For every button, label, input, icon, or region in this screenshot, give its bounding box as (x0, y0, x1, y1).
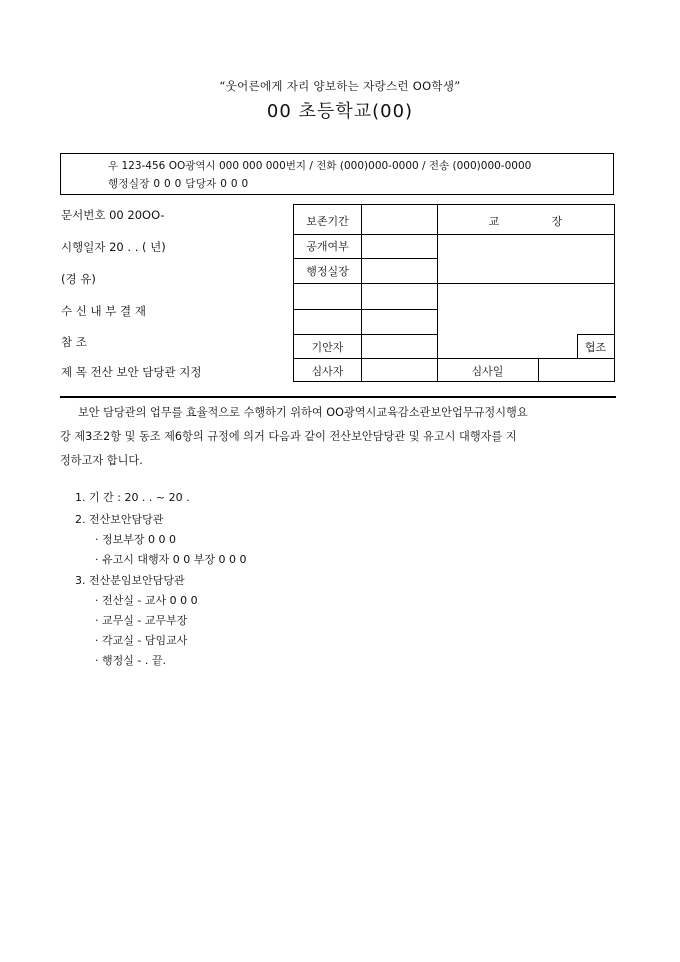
drafter-label: 기안자 (311, 341, 344, 354)
principal-label-right: 장 (551, 215, 563, 228)
table-line (361, 205, 362, 382)
table-line (294, 358, 614, 359)
admin-contacts-line: 행정실장 0 0 0 담당자 0 0 0 (108, 178, 249, 190)
list-item: 2. 전산보안담당관 (75, 513, 164, 526)
list-item: · 각교실 - 담임교사 (95, 634, 188, 647)
address-box (60, 153, 614, 195)
school-slogan: “웃어른에게 자리 양보하는 자랑스런 OO학생” (219, 79, 461, 93)
retention-label: 보존기간 (306, 215, 349, 228)
list-item: · 전산실 - 교사 0 0 0 (95, 594, 198, 607)
table-line (294, 283, 614, 284)
table-line (294, 334, 437, 335)
list-item: 1. 기 간 : 20 . . ~ 20 . (75, 491, 190, 504)
execution-date: 시행일자 20 . . ( 년) (61, 240, 166, 254)
cooperation-label: 협조 (584, 341, 607, 354)
table-line (294, 309, 437, 310)
table-line (577, 334, 614, 335)
disclosure-label: 공개여부 (306, 240, 349, 253)
subject-field: 제 목 전산 보안 담당관 지정 (61, 365, 202, 379)
principal-label-left: 교 (488, 215, 500, 228)
reference-field: 참 조 (61, 335, 87, 349)
via-field: (경 유) (61, 272, 96, 286)
reviewer-label: 심사자 (311, 365, 344, 378)
divider-line (60, 396, 616, 398)
table-line (294, 258, 437, 259)
table-line (538, 358, 539, 382)
school-name-title: 00 초등학교(00) (266, 101, 414, 122)
table-line (294, 234, 614, 235)
review-date-label: 심사일 (471, 365, 504, 378)
list-item: · 정보부장 0 0 0 (95, 533, 176, 546)
table-line (437, 205, 438, 382)
approval-table (293, 204, 615, 382)
list-item: 3. 전산분임보안담당관 (75, 574, 185, 587)
list-item: · 행정실 - . 끝. (95, 654, 166, 667)
body-paragraph-line: 강 제3조2항 및 동조 제6항의 규정에 의거 다음과 같이 전산보안담당관 및 유고시 대행자를 지 (60, 430, 517, 443)
address-line: 우 123-456 OO광역시 000 000 000번지 / 전화 (000)000-0000 / 전송 (000)000-0000 (108, 160, 532, 172)
document-number: 문서번호 00 20OO- (61, 208, 165, 222)
list-item: · 유고시 대행자 0 0 부장 0 0 0 (95, 553, 247, 566)
body-paragraph-line: 정하고자 합니다. (60, 454, 143, 467)
list-item: · 교무실 - 교무부장 (95, 614, 188, 627)
admin-head-label: 행정실장 (306, 265, 349, 278)
recipient-field: 수 신 내 부 결 재 (61, 304, 146, 318)
body-paragraph-line: 보안 담당관의 업무를 효율적으로 수행하기 위하여 OO광역시교육감소관보안업무규정시행요 (78, 406, 528, 419)
